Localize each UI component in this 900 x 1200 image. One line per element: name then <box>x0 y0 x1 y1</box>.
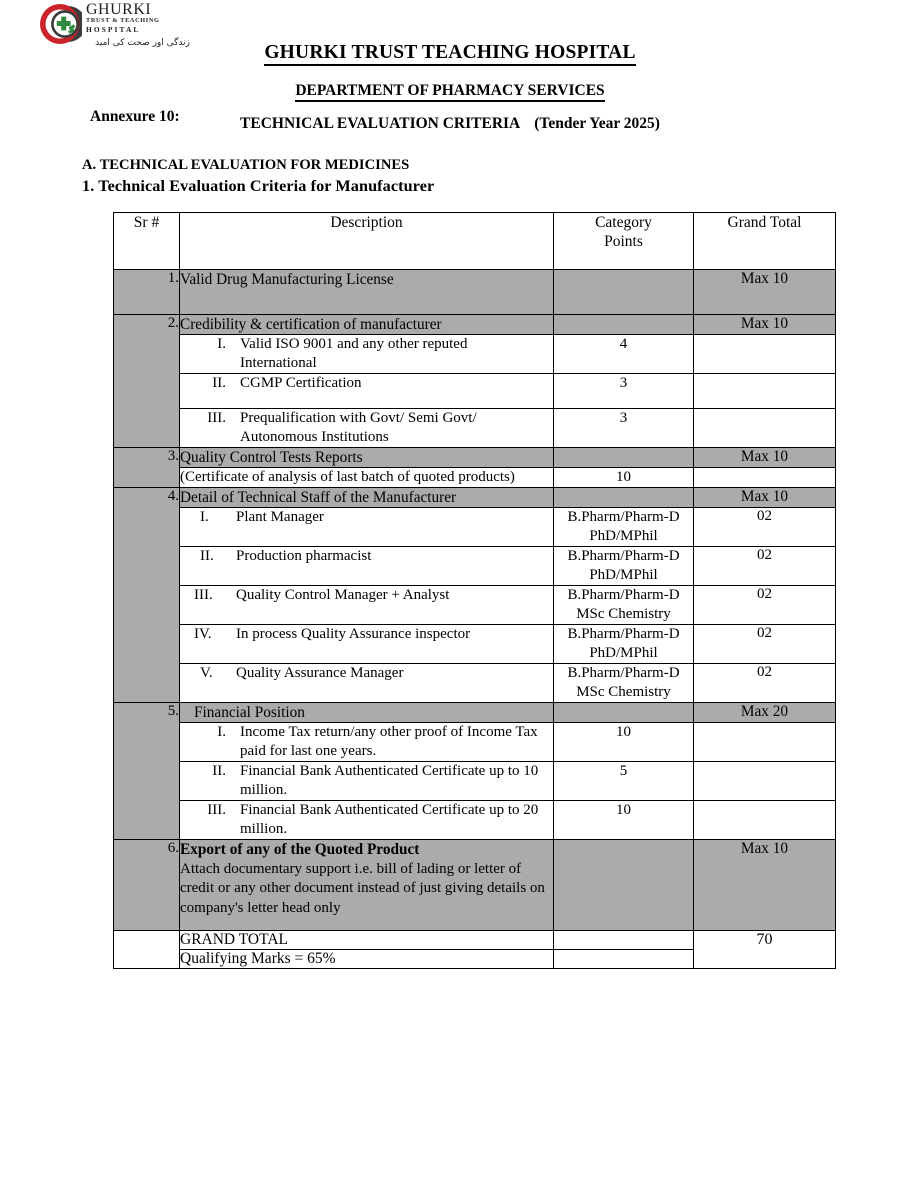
subrow-description-5-2 <box>180 762 554 801</box>
table-header-row <box>114 213 836 270</box>
subrow-numeral: III. <box>207 802 226 818</box>
subrow-numeral: III. <box>194 587 213 603</box>
table-subrow <box>114 409 836 448</box>
subrow-text: CGMP Certification <box>240 375 362 391</box>
row-grandtotal-1: Max 10 <box>694 270 836 315</box>
table-row <box>114 840 836 931</box>
subrow-category-4-3: B.Pharm/Pharm-D MSc Chemistry <box>554 586 694 625</box>
subrow-grandtotal-2-3 <box>694 409 836 448</box>
subrow-grandtotal-4-2: 02 <box>694 547 836 586</box>
table-subrow <box>114 801 836 840</box>
subrow-numeral: V. <box>200 665 213 681</box>
subrow-grandtotal-2-2 <box>694 374 836 409</box>
criteria-title-text: TECHNICAL EVALUATION CRITERIA <box>240 115 521 132</box>
row-category-5 <box>554 703 694 723</box>
row-category-4 <box>554 488 694 508</box>
grand-total-label: GRAND TOTAL <box>180 931 554 950</box>
subrow-category-2-2: 3 <box>554 374 694 409</box>
logo-wordmark <box>86 2 190 34</box>
hospital-title <box>0 42 900 64</box>
subrow-text: Production pharmacist <box>236 548 372 564</box>
tender-year-text: (Tender Year 2025) <box>534 115 660 132</box>
table-subrow <box>114 625 836 664</box>
department-title <box>0 82 900 100</box>
subrow-grandtotal-5-2 <box>694 762 836 801</box>
subrow-grandtotal-5-1 <box>694 723 836 762</box>
subrow-numeral: IV. <box>194 626 212 642</box>
row-category-6 <box>554 840 694 931</box>
subrow-text: Prequalification with Govt/ Semi Govt/ Autonomous Institutions <box>240 410 477 445</box>
qualifying-marks-category-empty <box>554 950 694 969</box>
row-sr-5: 5. <box>114 703 180 840</box>
subrow-text: Valid ISO 9001 and any other reputed International <box>240 336 468 371</box>
row-title-4: Detail of Technical Staff of the Manufacturer <box>180 488 554 508</box>
section-heading-a: A. TECHNICAL EVALUATION FOR MEDICINES <box>82 157 410 173</box>
subrow-category-5-2: 5 <box>554 762 694 801</box>
subrow-description-4-4 <box>180 625 554 664</box>
table-row <box>114 270 836 315</box>
table-subrow <box>114 586 836 625</box>
subrow-category-3-1: 10 <box>554 468 694 488</box>
subrow-grandtotal-4-4: 02 <box>694 625 836 664</box>
subrow-numeral: I. <box>217 336 226 352</box>
row-title-5: Financial Position <box>180 703 554 723</box>
logo-urdu-tagline: زندگی اور صحت کی امید <box>95 38 190 48</box>
technical-evaluation-table-wrapper <box>113 212 835 969</box>
logo-name: GHURKI <box>86 1 152 18</box>
subrow-grandtotal-4-1: 02 <box>694 508 836 547</box>
table-subrow <box>114 374 836 409</box>
row-sr-3: 3. <box>114 448 180 488</box>
table-row <box>114 703 836 723</box>
row-title-1: Valid Drug Manufacturing License <box>180 270 554 315</box>
table-row <box>114 315 836 335</box>
column-header-category-points <box>554 213 694 270</box>
subrow-category-2-1: 4 <box>554 335 694 374</box>
row-sr-4: 4. <box>114 488 180 703</box>
footer-sr-empty <box>114 931 180 969</box>
subrow-category-5-3: 10 <box>554 801 694 840</box>
criteria-title-line <box>0 115 900 133</box>
subrow-grandtotal-2-1 <box>694 335 836 374</box>
row-category-1 <box>554 270 694 315</box>
grand-total-category-empty <box>554 931 694 950</box>
row-category-2 <box>554 315 694 335</box>
row-grandtotal-5: Max 20 <box>694 703 836 723</box>
subrow-category-2-3: 3 <box>554 409 694 448</box>
subrow-description-4-1 <box>180 508 554 547</box>
grand-total-value: 70 <box>694 931 836 969</box>
row-title-2: Credibility & certification of manufacturer <box>180 315 554 335</box>
row-grandtotal-6: Max 10 <box>694 840 836 931</box>
logo-subtitle-trust: TRUST & TEACHING <box>86 17 160 24</box>
table-subrow <box>114 723 836 762</box>
row-body-6: Attach documentary support i.e. bill of lading or letter of credit or any other document instead of just giving details on company's letter head only <box>180 860 545 916</box>
row-category-3 <box>554 448 694 468</box>
subrow-numeral: I. <box>200 509 209 525</box>
subrow-numeral: II. <box>212 375 226 391</box>
subrow-numeral: I. <box>217 724 226 740</box>
table-subrow <box>114 547 836 586</box>
subrow-description-4-2 <box>180 547 554 586</box>
section-heading-1: 1. Technical Evaluation Criteria for Manufacturer <box>82 177 435 195</box>
annexure-label: Annexure 10: <box>90 108 180 125</box>
subrow-numeral: III. <box>207 410 226 426</box>
subrow-category-4-1: B.Pharm/Pharm-D PhD/MPhil <box>554 508 694 547</box>
column-header-description: Description <box>180 213 554 270</box>
table-subrow <box>114 468 836 488</box>
category-points-line1: Category <box>595 214 652 231</box>
category-points-line2: Points <box>604 233 643 250</box>
subrow-text: In process Quality Assurance inspector <box>236 626 471 642</box>
subrow-text: Financial Bank Authenticated Certificate up to 10 million. <box>240 763 539 798</box>
hospital-title-text: GHURKI TRUST TEACHING HOSPITAL <box>264 42 635 66</box>
subrow-text: Income Tax return/any other proof of Income Tax paid for last one years. <box>240 724 538 759</box>
qualifying-marks-label: Qualifying Marks = 65% <box>180 950 554 969</box>
table-subrow <box>114 335 836 374</box>
table-row <box>114 488 836 508</box>
subrow-grandtotal-4-3: 02 <box>694 586 836 625</box>
row-grandtotal-4: Max 10 <box>694 488 836 508</box>
column-header-grand-total: Grand Total <box>694 213 836 270</box>
subrow-category-4-5: B.Pharm/Pharm-D MSc Chemistry <box>554 664 694 703</box>
row-title-3: Quality Control Tests Reports <box>180 448 554 468</box>
table-subrow <box>114 664 836 703</box>
subrow-text: Quality Control Manager + Analyst <box>236 587 450 603</box>
row-sr-2: 2. <box>114 315 180 448</box>
row-sr-6: 6. <box>114 840 180 931</box>
subrow-grandtotal-3-1 <box>694 468 836 488</box>
technical-evaluation-table <box>113 212 836 969</box>
subrow-grandtotal-5-3 <box>694 801 836 840</box>
row-description-6 <box>180 840 554 931</box>
table-row-grand-total <box>114 931 836 950</box>
subrow-text: Quality Assurance Manager <box>236 665 404 681</box>
subrow-text: Plant Manager <box>236 509 324 525</box>
subrow-description-2-3 <box>180 409 554 448</box>
subrow-numeral: II. <box>200 548 214 564</box>
row-sr-1: 1. <box>114 270 180 315</box>
table-subrow <box>114 508 836 547</box>
subrow-category-5-1: 10 <box>554 723 694 762</box>
subrow-text: Financial Bank Authenticated Certificate up to 20 million. <box>240 802 539 837</box>
subrow-description-4-3 <box>180 586 554 625</box>
row-grandtotal-3: Max 10 <box>694 448 836 468</box>
subrow-description-5-1 <box>180 723 554 762</box>
row-title-6: Export of any of the Quoted Product <box>180 841 420 858</box>
ghurki-crescent-cross-logo <box>38 2 82 46</box>
subrow-grandtotal-4-5: 02 <box>694 664 836 703</box>
column-header-sr: Sr # <box>114 213 180 270</box>
logo-subtitle-hospital: HOSPITAL <box>86 25 141 34</box>
subrow-numeral: II. <box>212 763 226 779</box>
table-row <box>114 448 836 468</box>
subrow-description-5-3 <box>180 801 554 840</box>
subrow-description-4-5 <box>180 664 554 703</box>
subrow-description-2-1 <box>180 335 554 374</box>
subrow-category-4-2: B.Pharm/Pharm-D PhD/MPhil <box>554 547 694 586</box>
row-grandtotal-2: Max 10 <box>694 315 836 335</box>
department-title-text: DEPARTMENT OF PHARMACY SERVICES <box>295 82 604 102</box>
table-subrow <box>114 762 836 801</box>
subrow-description-3-1: (Certificate of analysis of last batch of quoted products) <box>180 468 554 488</box>
subrow-category-4-4: B.Pharm/Pharm-D PhD/MPhil <box>554 625 694 664</box>
subrow-description-2-2 <box>180 374 554 409</box>
